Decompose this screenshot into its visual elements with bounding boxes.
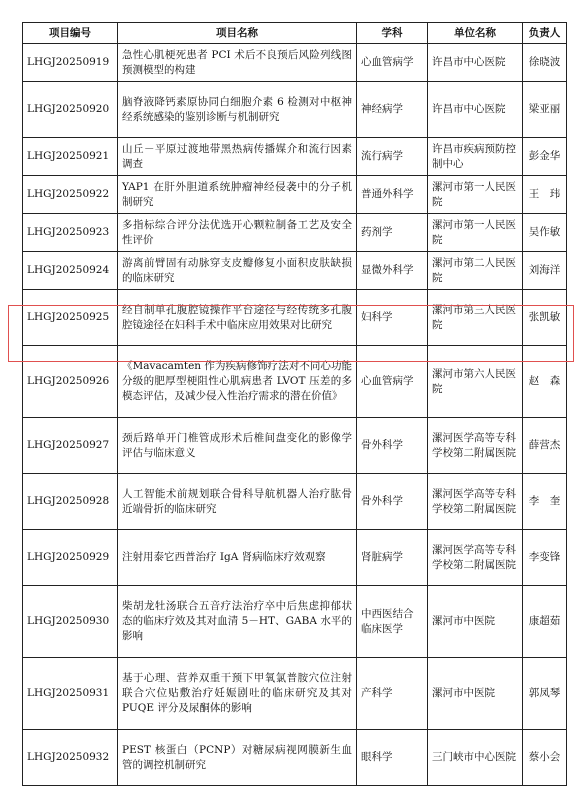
- leader-cell: 王 玮: [523, 176, 567, 214]
- unit-name-cell: 漯河市第六人民医院: [428, 346, 523, 418]
- unit-name-cell: 许昌市疾病预防控制中心: [428, 138, 523, 176]
- discipline-cell: 骨外科学: [357, 418, 428, 474]
- unit-name-cell: 漯河市第一人民医院: [428, 176, 523, 214]
- project-code-cell: LHGJ20250930: [23, 586, 118, 658]
- table-header-row: [23, 23, 567, 44]
- leader-cell: 蔡小会: [523, 730, 567, 786]
- unit-name-cell: 漯河市中医院: [428, 586, 523, 658]
- discipline-cell: 普通外科学: [357, 176, 428, 214]
- discipline-cell: 肾脏病学: [357, 530, 428, 586]
- project-name-cell: 人工智能术前规划联合骨科导航机器人治疗肱骨近端骨折的临床研究: [118, 474, 357, 530]
- table-row: [23, 214, 567, 252]
- project-code-cell: LHGJ20250932: [23, 730, 118, 786]
- leader-cell: 李变锋: [523, 530, 567, 586]
- unit-name-cell: 漯河市第三人民医院: [428, 290, 523, 346]
- project-table: [22, 22, 567, 786]
- leader-cell: 刘海洋: [523, 252, 567, 290]
- project-code-cell: LHGJ20250926: [23, 346, 118, 418]
- project-name-cell: PEST 核蛋白（PCNP）对糖尿病视网膜新生血管的调控机制研究: [118, 730, 357, 786]
- unit-name-cell: 漯河市第二人民医院: [428, 252, 523, 290]
- discipline-cell: 骨外科学: [357, 474, 428, 530]
- discipline-cell: 药剂学: [357, 214, 428, 252]
- discipline-cell: 心血管病学: [357, 346, 428, 418]
- unit-name-cell: 漯河医学高等专科学校第二附属医院: [428, 530, 523, 586]
- discipline-cell: 眼科学: [357, 730, 428, 786]
- project-name-cell: 急性心肌梗死患者 PCI 术后不良预后风险列线图预测模型的构建: [118, 44, 357, 82]
- table-row: [23, 44, 567, 82]
- leader-cell: 张凯敏: [523, 290, 567, 346]
- header-leader: 负责人: [523, 23, 567, 44]
- project-code-cell: LHGJ20250924: [23, 252, 118, 290]
- project-code-cell: LHGJ20250923: [23, 214, 118, 252]
- unit-name-cell: 许昌市中心医院: [428, 44, 523, 82]
- unit-name-cell: 漯河医学高等专科学校第二附属医院: [428, 418, 523, 474]
- project-code-cell: LHGJ20250922: [23, 176, 118, 214]
- leader-cell: 康超茹: [523, 586, 567, 658]
- discipline-cell: 妇科学: [357, 290, 428, 346]
- leader-cell: 徐晓波: [523, 44, 567, 82]
- unit-name-cell: 漯河市第一人民医院: [428, 214, 523, 252]
- table-row: [23, 658, 567, 730]
- table-row: [23, 138, 567, 176]
- project-name-cell: 脑脊液降钙素原协同白细胞介素 6 检测对中枢神经系统感染的鉴别诊断与机制研究: [118, 82, 357, 138]
- leader-cell: 赵 森: [523, 346, 567, 418]
- discipline-cell: 流行病学: [357, 138, 428, 176]
- discipline-cell: 神经病学: [357, 82, 428, 138]
- project-name-cell: 柴胡龙牡汤联合五音疗法治疗卒中后焦虑抑郁状态的临床疗效及其对血清 5－HT、GABA 水平的影响: [118, 586, 357, 658]
- project-name-cell: YAP1 在肝外胆道系统肿瘤神经侵袭中的分子机制研究: [118, 176, 357, 214]
- project-name-cell: 颈后路单开门椎管成形术后椎间盘变化的影像学评估与临床意义: [118, 418, 357, 474]
- leader-cell: 吴作敏: [523, 214, 567, 252]
- discipline-cell: 心血管病学: [357, 44, 428, 82]
- discipline-cell: 中西医结合临床医学: [357, 586, 428, 658]
- project-name-cell: 经自制单孔腹腔镜操作平台途径与经传统多孔腹腔镜途径在妇科手术中临床应用效果对比研究: [118, 290, 357, 346]
- project-code-cell: LHGJ20250920: [23, 82, 118, 138]
- leader-cell: 郭凤琴: [523, 658, 567, 730]
- leader-cell: 梁亚丽: [523, 82, 567, 138]
- table-row: [23, 82, 567, 138]
- project-code-cell: LHGJ20250928: [23, 474, 118, 530]
- table-row: [23, 474, 567, 530]
- header-project-code: 项目编号: [23, 23, 118, 44]
- table-row: [23, 418, 567, 474]
- leader-cell: 薛营杰: [523, 418, 567, 474]
- project-code-cell: LHGJ20250927: [23, 418, 118, 474]
- table-row: [23, 730, 567, 786]
- project-name-cell: 游离前臂固有动脉穿支皮瓣修复小面积皮肤缺损的临床研究: [118, 252, 357, 290]
- unit-name-cell: 三门峡市中心医院: [428, 730, 523, 786]
- project-code-cell: LHGJ20250929: [23, 530, 118, 586]
- leader-cell: 李 奎: [523, 474, 567, 530]
- project-code-cell: LHGJ20250921: [23, 138, 118, 176]
- project-code-cell: LHGJ20250925: [23, 290, 118, 346]
- unit-name-cell: 许昌市中心医院: [428, 82, 523, 138]
- table-row: [23, 176, 567, 214]
- discipline-cell: 产科学: [357, 658, 428, 730]
- project-name-cell: 基于心理、营养双重干预下甲氧氯普胺穴位注射联合穴位贴敷治疗妊娠剧吐的临床研究及其对 PUQE 评分及尿酮体的影响: [118, 658, 357, 730]
- table-row: [23, 586, 567, 658]
- project-name-cell: 山丘－平原过渡地带黑热病传播媒介和流行因素调查: [118, 138, 357, 176]
- project-name-cell: 《Mavacamten 作为疾病修饰疗法对不同心功能分级的肥厚型梗阻性心肌病患者 LVOT 压差的多模态评估，及减少侵入性治疗需求的潜在价值》: [118, 346, 357, 418]
- unit-name-cell: 漯河医学高等专科学校第二附属医院: [428, 474, 523, 530]
- table-row: [23, 530, 567, 586]
- leader-cell: 彭金华: [523, 138, 567, 176]
- table-row: [23, 252, 567, 290]
- discipline-cell: 显微外科学: [357, 252, 428, 290]
- unit-name-cell: 漯河市中医院: [428, 658, 523, 730]
- table-row: [23, 346, 567, 418]
- project-name-cell: 注射用泰它西普治疗 IgA 肾病临床疗效观察: [118, 530, 357, 586]
- header-project-name: 项目名称: [118, 23, 357, 44]
- header-unit-name: 单位名称: [428, 23, 523, 44]
- project-code-cell: LHGJ20250931: [23, 658, 118, 730]
- project-name-cell: 多指标综合评分法优选开心颗粒制备工艺及安全性评价: [118, 214, 357, 252]
- table-row: [23, 290, 567, 346]
- header-discipline: 学科: [357, 23, 428, 44]
- project-code-cell: LHGJ20250919: [23, 44, 118, 82]
